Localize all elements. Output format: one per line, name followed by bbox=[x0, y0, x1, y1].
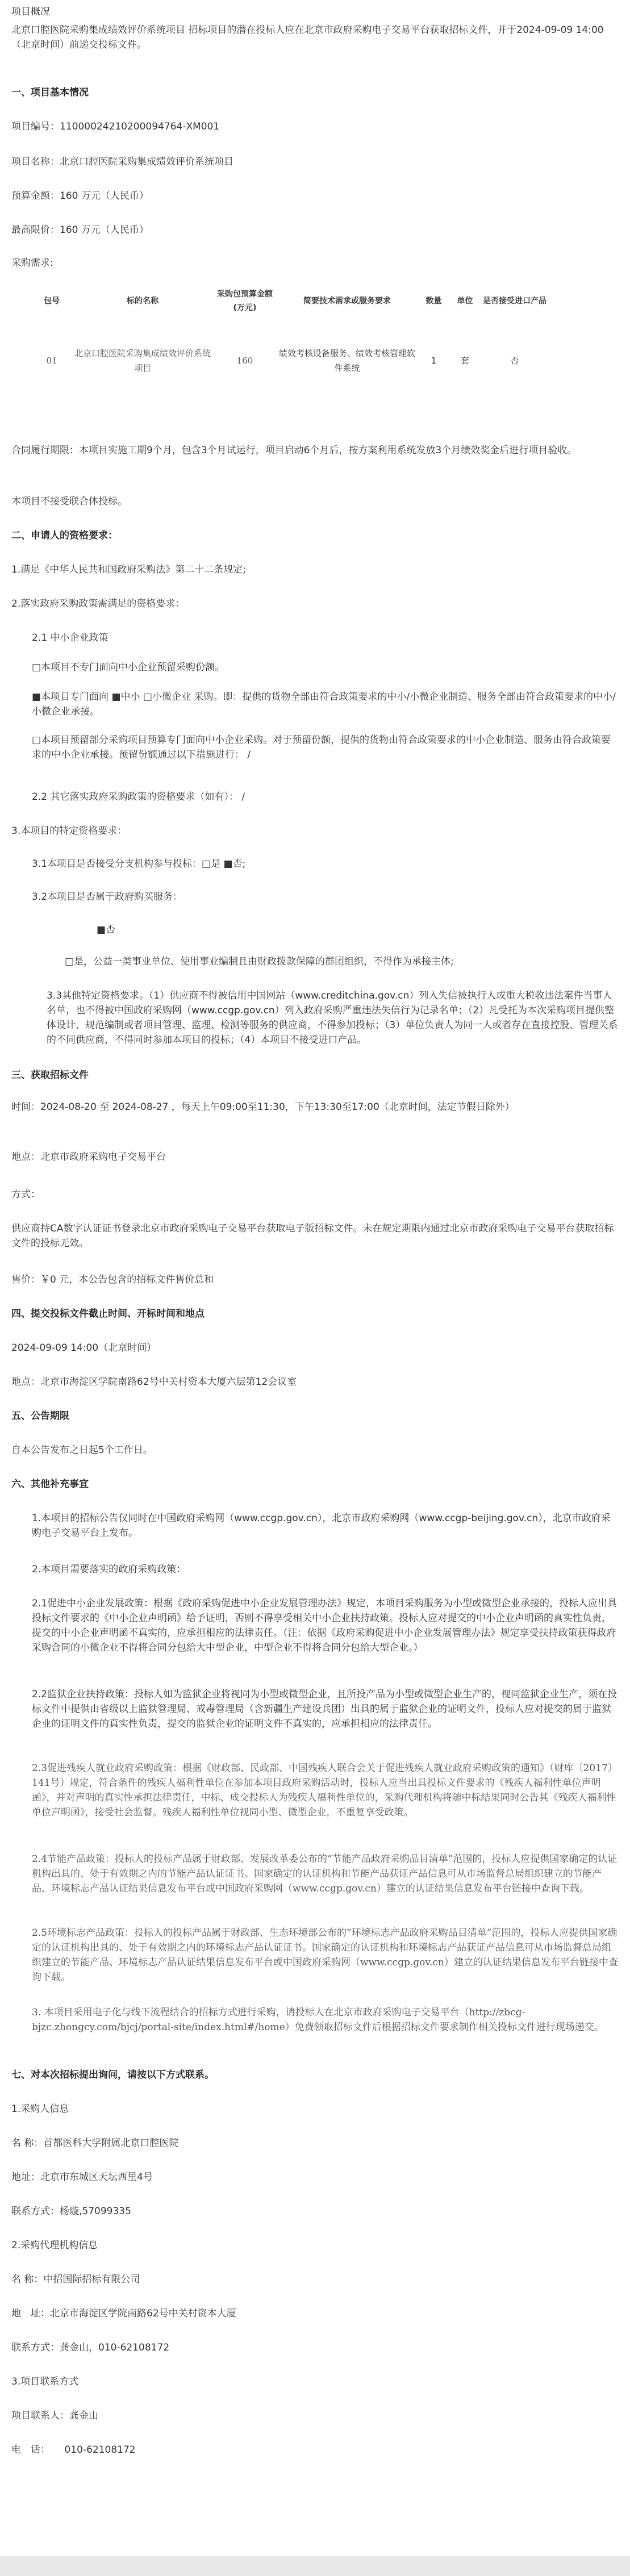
acquire-method-label: 方式： bbox=[11, 1189, 40, 1200]
table-row bbox=[32, 318, 549, 403]
qualification-3-2: 3.2本项目是否属于政府购买服务： bbox=[32, 891, 183, 903]
qualification-1: 1.满足《中华人民共和国政府采购法》第二十二条规定; bbox=[11, 564, 246, 575]
qualification-2-2: 2.2 其它落实政府采购政策的资格要求（如有）： / bbox=[32, 791, 245, 803]
opening-place: 地点：北京市海淀区学院南路62号中关村资本大厦六层第12会议室 bbox=[11, 1376, 297, 1388]
overview-title: 项目概况 bbox=[11, 6, 50, 18]
contract-period: 合同履行期限：本项目实施工期9个月，包含3个月试运行，项目启动6个月后，按方案利用系统发放3个月绩效奖金后进行项目验收。 bbox=[11, 445, 577, 456]
cell-budget: 160 bbox=[236, 356, 253, 366]
footer-bar bbox=[0, 2556, 630, 2576]
qualification-3: 3.本项目的特定资格要求： bbox=[11, 825, 127, 837]
col-header-unit: 单位 bbox=[457, 297, 473, 306]
notice-period: 自本公告发布之日起5个工作日。 bbox=[11, 1444, 153, 1456]
acquire-time: 时间：2024-08-20 至 2024-08-27 ，每天上午09:00至11:30，下午13:30至17:00（北京时间，法定节假日除外） bbox=[11, 1101, 515, 1113]
cell-import: 否 bbox=[510, 356, 519, 366]
joint-bid-note: 本项目不接受联合体投标。 bbox=[11, 496, 127, 507]
project-contact-title: 3.项目联系方式 bbox=[11, 2376, 79, 2387]
purchaser-info-title: 1.采购人信息 bbox=[11, 2103, 69, 2115]
acquire-place: 地点：北京市政府采购电子交易平台 bbox=[11, 1151, 166, 1163]
project-contact-phone: 电 话： 010-62108172 bbox=[11, 2444, 136, 2456]
acquire-method: 供应商持CA数字认证证书登录北京市政府采购电子交易平台获取电子版招标文件。未在规定期限内通过北京市政府采购电子交易平台获取招标文件的投标无效。 bbox=[11, 1223, 614, 1249]
cell-requirement: 绩效考核设备服务、绩效考核管理软件系统 bbox=[278, 348, 415, 373]
col-header-package: 包号 bbox=[44, 297, 60, 306]
agency-contact: 联系方式：龚金山，010-62108172 bbox=[11, 2342, 170, 2353]
policy-sme: 2.1促进中小企业发展政策：根据《政府采购促进中小企业发展管理办法》规定，本项目采购服务为小型或微型企业承接的，投标人应出具投标文件要求的《中小企业声明函》给予证明，否则不得享受相关中小企业扶持政策。投标人应对提交的中小企业声明函的真实性负责，提交的中小企业声明函不真实的，应承担相应的法律责任。（注：依据《政府采购促进中小企业发展管理办法》规定享受扶持政策获得政府采购合同的小微企业不得将合同分包给大中型企业，中型企业不得将合同分包给大型企业。） bbox=[32, 1598, 618, 1654]
supplement-2: 2.本项目需要落实的政府采购政策： bbox=[32, 1564, 186, 1575]
policy-prison: 2.2监狱企业扶持政策：投标人如为监狱企业将视同为小型或微型企业，且所投产品为小型或微型企业生产的，视同监狱企业生产，须在投标文件中提供由省级以上监狱管理局、戒毒管理局（含新疆生产建设兵团）出具的属于监狱企业的证明文件，投标人应对提交的属于监狱企业的证明文件的真实性负责，提交的监狱企业的证明文件不真实的，应承担相应的法律责任。 bbox=[32, 1689, 618, 1730]
col-header-import: 是否接受进口产品 bbox=[483, 297, 546, 306]
qualification-3-2-b: □是，公益一类事业单位、使用事业编制且由财政拨款保障的群团组织，不得作为承接主体; bbox=[65, 956, 454, 967]
cell-item: 北京口腔医院采购集成绩效评价系统项目 bbox=[74, 348, 211, 373]
agency-info-title: 2.采购代理机构信息 bbox=[11, 2240, 98, 2251]
supplement-3: 3. 本项目采用电子化与线下流程结合的招标方式进行采购，请投标人在北京市政府采购电子交易平台（http://zbcg-bjzc.zhongcy.com/bjcj/portal-site/index.html#/home）免费领取招标文件后根据招标文件要求制作相关投标文件进行现场递交。 bbox=[32, 2007, 604, 2033]
section-7-heading: 七、对本次招标提出询问，请按以下方式联系。 bbox=[11, 2069, 214, 2081]
cell-quantity: 1 bbox=[431, 356, 437, 366]
purchaser-name: 名 称：首都医科大学附属北京口腔医院 bbox=[11, 2137, 179, 2149]
cell-unit: 套 bbox=[460, 356, 469, 366]
qualification-3-3: 3.3其他特定资格要求。（1）供应商不得被信用中国网站（www.creditchina.gov.cn）列入失信被执行人或重大税收违法案件当事人名单，也不得被中国政府采购网（www.ccgp.gov.cn）列入政府采购严重违法失信行为记录名单；（2）凡受托为本次采购项目提供整体设计、规范编制或者项目管理、监理、检测等服务的供应商，不得参加投标；（3）单位负责人为同一人或者存在直接控股、管理关系的不同供应商，不得同时参加本项目的投标；（4）本项目不接受进口产品。 bbox=[47, 990, 618, 1046]
project-contact-person: 项目联系人：龚金山 bbox=[11, 2410, 98, 2421]
overview-text: 北京口腔医院采购集成绩效评价系统项目 招标项目的潜在投标人应在北京市政府采购电子交易平台获取招标文件，并于2024-09-09 14:00（北京时间）前递交投标文件。 bbox=[11, 24, 604, 51]
purchaser-contact: 联系方式：杨璇,57099335 bbox=[11, 2206, 131, 2217]
table-header-row bbox=[32, 284, 549, 318]
max-price: 最高限价：160 万元（人民币） bbox=[11, 224, 149, 236]
qualification-2: 2.落实政府采购政策需满足的资格要求： bbox=[11, 598, 185, 609]
qualification-2-1-c: □本项目预留部分采购项目预算专门面向中小企业采购。对于预留份额，提供的货物由符合政策要求的中小企业制造、服务由符合政策要求的中小企业承接。预留份额通过以下措施进行： / bbox=[32, 734, 611, 761]
section-4-heading: 四、提交投标文件截止时间、开标时间和地点 bbox=[11, 1308, 205, 1320]
col-header-requirement: 简要技术需求或服务要求 bbox=[303, 297, 391, 306]
purchaser-address: 地址：北京市东城区天坛西里4号 bbox=[11, 2172, 153, 2183]
policy-energy: 2.4节能产品政策：投标人的投标产品属于财政部、发展改革委公布的“节能产品政府采购品目清单”范围的，投标人应提供国家确定的认证机构出具的、处于有效期之内的节能产品认证证书。国家确定的认证机构和节能产品获证产品信息可从市场监督总局组织建立的节能产品、环境标志产品认证结果信息发布平台或中国政府采购网（www.ccgp.gov.cn）建立的认证结果信息发布平台链接中查询下载。 bbox=[32, 1853, 618, 1894]
document-price: 售价：￥0 元，本公告包含的招标文件售价总和 bbox=[11, 1274, 214, 1285]
section-5-heading: 五、公告期限 bbox=[11, 1410, 69, 1422]
procurement-table bbox=[32, 284, 549, 403]
qualification-3-1: 3.1本项目是否接受分支机构参与投标：□是 ■否; bbox=[32, 858, 246, 870]
budget-amount: 预算金额：160 万元（人民币） bbox=[11, 190, 149, 202]
demand-label: 采购需求: bbox=[11, 257, 53, 269]
col-header-budget: 采购包预算金额(万元) bbox=[217, 290, 273, 312]
section-6-heading: 六、其他补充事宜 bbox=[11, 1479, 89, 1490]
qualification-2-1-a: □本项目不专门面向中小企业预留采购份额。 bbox=[32, 662, 225, 673]
policy-disabled: 2.3促进残疾人就业政府采购政策：根据《财政部、民政部、中国残疾人联合会关于促进残疾人就业政府采购政策的通知》（财库〔2017〕141号）规定，符合条件的残疾人福利性单位在参加本项目政府采购活动时，投标人应当出具投标文件要求的《残疾人福利性单位声明函》，并对声明的真实性承担法律责任，中标、成交投标人为残疾人福利性单位的，采购代理机构将随中标结果同时公告其《残疾人福利性单位声明函》，接受社会监督。残疾人福利性单位视同小型、微型企业，不重复享受政策。 bbox=[32, 1763, 618, 1818]
cell-package: 01 bbox=[46, 356, 57, 366]
qualification-2-1-b: ■本项目专门面向 ■中小 □小微企业 采购。即：提供的货物全部由符合政策要求的中小/小微企业制造、服务全部由符合政策要求的中小/小微企业承接。 bbox=[32, 691, 616, 717]
agency-address: 地 址：北京市海淀区学院南路62号中关村资本大厦 bbox=[11, 2308, 236, 2319]
project-number: 项目编号：11000024210200094764-XM001 bbox=[11, 121, 220, 132]
section-1-heading: 一、项目基本情况 bbox=[11, 87, 89, 98]
policy-environment: 2.5环境标志产品政策：投标人的投标产品属于财政部、生态环境部公布的“环境标志产品政府采购品目清单”范围的，投标人应提供国家确定的认证机构出具的、处于有效期之内的环境标志产品认证证书。国家确定的认证机构和环境标志产品获证产品信息可从市场监督总局组织建立的节能产品、环境标志产品认证结果信息发布平台或中国政府采购网（www.ccgp.gov.cn）建立的认证结果信息发布平台链接中查询下载。 bbox=[32, 1927, 618, 1983]
qualification-2-1: 2.1 中小企业政策 bbox=[32, 632, 109, 644]
qualification-3-2-a: ■否 bbox=[97, 924, 116, 936]
section-3-heading: 三、获取招标文件 bbox=[11, 1070, 89, 1081]
project-name: 项目名称：北京口腔医院采购集成绩效评价系统项目 bbox=[11, 156, 233, 168]
deadline-time: 2024-09-09 14:00（北京时间） bbox=[11, 1342, 157, 1354]
agency-name: 名 称：中招国际招标有限公司 bbox=[11, 2274, 140, 2285]
supplement-1: 1.本项目的招标公告仅同时在中国政府采购网（www.ccgp.gov.cn），北京市政府采购网（www.ccgp-beijing.gov.cn），北京市政府采购电子交易平台上发布。 bbox=[32, 1513, 611, 1539]
col-header-item: 标的名称 bbox=[127, 297, 158, 306]
col-header-quantity: 数量 bbox=[425, 297, 442, 306]
section-2-heading: 二、申请人的资格要求： bbox=[11, 530, 118, 541]
